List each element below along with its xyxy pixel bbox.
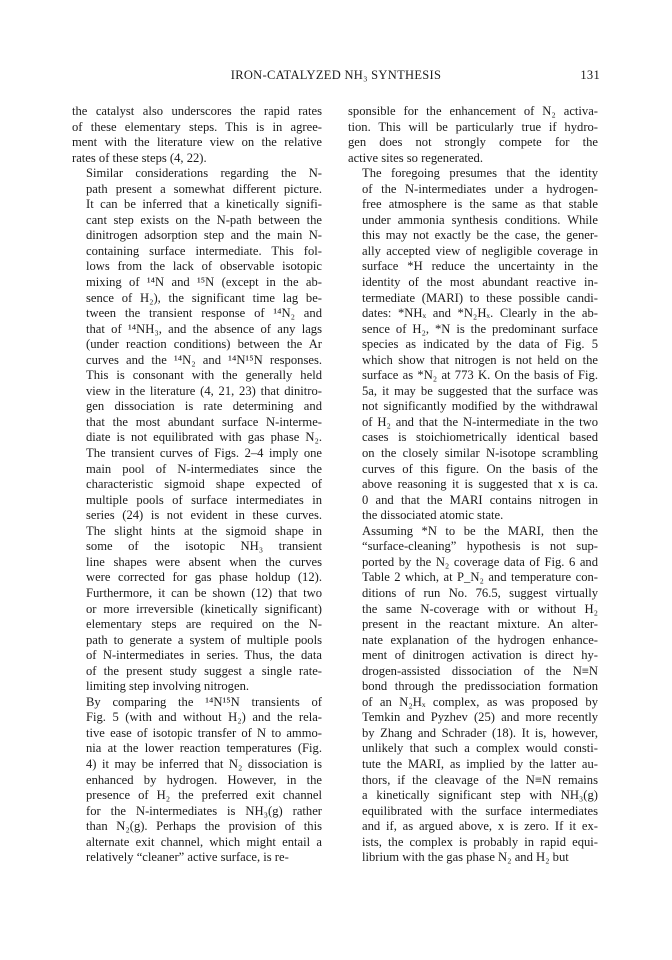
text-line: curves of this figure. On the basis of the xyxy=(362,461,598,476)
text-line: line shapes were absent when the curves xyxy=(86,554,322,569)
text-line: The foregoing presumes that the identity xyxy=(362,166,598,181)
text-line: relatively “cleaner” active surface, is re- xyxy=(86,850,289,865)
text-line: of N-intermediates in series. Thus, the data xyxy=(86,648,322,663)
text-line: drogen-assisted dissociation of the N≡N xyxy=(362,663,598,678)
text-line: rates of these steps (4, 22). xyxy=(72,150,207,165)
text-line: by Zhang and Schrader (18). It is, however, xyxy=(362,725,598,740)
text-line: of an N₂Hₓ complex, as was proposed by xyxy=(362,694,598,709)
page-number: 131 xyxy=(580,68,600,82)
text-line: Similar considerations regarding the N- xyxy=(86,166,322,181)
text-line: diate is not equilibrated with gas phase N₂. xyxy=(86,430,322,445)
text-line: present in the reactant mixture. An alter- xyxy=(362,617,598,632)
text-line: This is consonant with the generally held xyxy=(86,368,322,383)
text-line: this may not exactly be the case, the gener- xyxy=(362,228,598,243)
text-line: sponsible for the enhancement of N₂ activa- xyxy=(348,104,598,118)
text-line: and if, as argued above, x is zero. If it ex- xyxy=(362,819,598,834)
text-line: the dissociated atomic state. xyxy=(362,508,504,523)
text-line: species as indicated by the data of Fig. 5 xyxy=(362,337,598,352)
text-line: or more irreversible (kinetically significant) xyxy=(86,601,322,616)
text-line: The slight hints at the sigmoid shape in xyxy=(86,523,322,538)
right-text-column xyxy=(348,104,598,866)
text-line: above reasoning it is suggested that x is ca. xyxy=(362,477,598,492)
text-line: (under reaction conditions) between the Ar xyxy=(86,337,322,352)
text-line: equilibrated with the surface intermediates xyxy=(362,803,598,818)
text-line: of the present study suggest a single rate- xyxy=(86,663,322,678)
text-line: tute the MARI, as implied by the latter au- xyxy=(362,756,598,771)
text-line: unlikely that such a complex would consti- xyxy=(362,741,598,756)
paragraph xyxy=(348,104,598,166)
text-line: than N₂(g). Perhaps the provision of this xyxy=(86,819,322,834)
text-line: cases is stoichiometrically identical based xyxy=(362,430,598,445)
text-line: some of the isotopic NH₃ transient xyxy=(86,539,322,554)
text-line: librium with the gas phase N₂ and H₂ but xyxy=(362,850,569,865)
text-line: characteristic sigmoid shape expected of xyxy=(86,477,322,492)
text-line: elementary steps are required on the N- xyxy=(86,617,322,632)
text-line: 5a, it may be suggested that the surface was xyxy=(362,383,598,398)
text-line: multiple pools of surface intermediates in xyxy=(86,492,322,507)
text-line: Furthermore, it can be shown (12) that two xyxy=(86,585,322,600)
text-line: sence of H₂), the significant time lag be- xyxy=(86,290,322,305)
text-line: curves and the ¹⁴N₂ and ¹⁴N¹⁵N responses. xyxy=(86,352,322,367)
text-line: were corrected for gas phase holdup (12). xyxy=(86,570,322,585)
text-line: under ammonia synthesis conditions. While xyxy=(362,212,598,227)
paragraph xyxy=(72,166,322,695)
text-line: alternate exit channel, which might entail a xyxy=(86,834,322,849)
paragraph xyxy=(72,695,322,866)
text-line: the same N-coverage with or without H₂ xyxy=(362,601,598,616)
text-line: of these elementary steps. This is in agree- xyxy=(72,119,322,134)
text-line: tween the transient response of ¹⁴N₂ and xyxy=(86,306,322,321)
text-line: path present a somewhat different picture. xyxy=(86,181,322,196)
text-line: containing surface intermediate. This fol- xyxy=(86,243,322,258)
paragraph xyxy=(72,104,322,166)
text-line: termediate (MARI) to these possible candi- xyxy=(362,290,598,305)
text-line: for the N-intermediates is NH₃(g) rather xyxy=(86,803,322,818)
running-title: IRON-CATALYZED NH₃ SYNTHESIS xyxy=(230,68,442,82)
text-line: dinitrogen adsorption step and the main N- xyxy=(86,228,322,243)
text-line: ists, the complex is probably in rapid equi- xyxy=(362,834,598,849)
text-line: that of ¹⁴NH₃, and the absence of any lags xyxy=(86,321,322,336)
text-line: gen dissociation is rate determining and xyxy=(86,399,322,414)
text-line: Assuming *N to be the MARI, then the xyxy=(362,523,598,538)
text-line: 0 and that the MARI contains nitrogen in xyxy=(362,492,598,507)
text-line: surface as *N₂ at 773 K. On the basis of Fig. xyxy=(362,368,598,383)
paragraph xyxy=(348,166,598,524)
text-line: of H₂ and that the N-intermediate in the two xyxy=(362,414,598,429)
text-line: cant step exists on the N-path between the xyxy=(86,212,322,227)
text-line: presence of H₂ the preferred exit channel xyxy=(86,788,322,803)
text-line: enhanced by hydrogen. However, in the xyxy=(86,772,322,787)
text-line: ally accepted view of negligible coverage in xyxy=(362,243,598,258)
text-line: tive ease of isotopic transfer of N to ammo- xyxy=(86,725,322,740)
text-line: surface *H reduce the uncertainty in the xyxy=(362,259,598,274)
text-line: gen does not strongly compete for the xyxy=(348,135,598,150)
running-header xyxy=(72,68,600,86)
text-line: nate explanation of the hydrogen enhance- xyxy=(362,632,598,647)
text-line: thors, if the cleavage of the N≡N remains xyxy=(362,772,598,787)
text-line: 4) it may be inferred that N₂ dissociation is xyxy=(86,756,322,771)
text-line: ment with the literature view on the relative xyxy=(72,135,322,150)
text-line: ported by the N₂ coverage data of Fig. 6 and xyxy=(362,554,598,569)
text-line: Table 2 which, at P_N₂ and temperature con- xyxy=(362,570,598,585)
text-line: lows from the lack of observable isotopic xyxy=(86,259,322,274)
text-line: bond through the predissociation formation xyxy=(362,679,598,694)
text-line: active sites so regenerated. xyxy=(348,150,483,165)
text-line: sence of H₂, *N is the predominant surface xyxy=(362,321,598,336)
text-line: of the N-intermediates under a hydrogen- xyxy=(362,181,598,196)
text-line: Temkin and Pyzhev (25) and more recently xyxy=(362,710,598,725)
text-line: identity of the most abundant reactive in- xyxy=(362,275,598,290)
text-line: on the closely similar N-isotope scrambling xyxy=(362,446,598,461)
text-line: path to generate a system of multiple pools xyxy=(86,632,322,647)
left-text-column xyxy=(72,104,322,866)
text-line: By comparing the ¹⁴N¹⁵N transients of xyxy=(86,694,322,709)
text-line: It can be inferred that a kinetically signifi- xyxy=(86,197,322,212)
paragraph xyxy=(348,524,598,866)
text-line: Fig. 5 (with and without H₂) and the rela- xyxy=(86,710,322,725)
text-line: ditions of run No. 76.5, suggest virtually xyxy=(362,585,598,600)
text-line: which show that nitrogen is not held on the xyxy=(362,352,598,367)
text-line: view in the literature (4, 21, 23) that dinitro- xyxy=(86,383,322,398)
text-line: series (24) is not evident in these curves. xyxy=(86,508,322,523)
text-line: ment of dinitrogen activation is direct hy- xyxy=(362,648,598,663)
text-line: that the most abundant surface N-interme- xyxy=(86,414,322,429)
text-line: limiting step involving nitrogen. xyxy=(86,679,250,694)
text-line: not significantly modified by the withdrawal xyxy=(362,399,598,414)
text-line: “surface-cleaning” hypothesis is not sup- xyxy=(362,539,598,554)
text-line: dates: *NHₓ and *N₂Hₓ. Clearly in the ab- xyxy=(362,306,598,321)
text-line: a kinetically significant step with NH₃(g) xyxy=(362,788,598,803)
text-line: tion. This will be particularly true if hydro- xyxy=(348,119,598,134)
text-line: free atmosphere is the same as that stable xyxy=(362,197,598,212)
text-line: mixing of ¹⁴N and ¹⁵N (except in the ab- xyxy=(86,275,322,290)
text-line: The transient curves of Figs. 2–4 imply one xyxy=(86,446,322,461)
text-line: nia at the lower reaction temperatures (Fig. xyxy=(86,741,322,756)
text-line: the catalyst also underscores the rapid rates xyxy=(72,104,322,118)
text-line: main pool of N-intermediates since the xyxy=(86,461,322,476)
